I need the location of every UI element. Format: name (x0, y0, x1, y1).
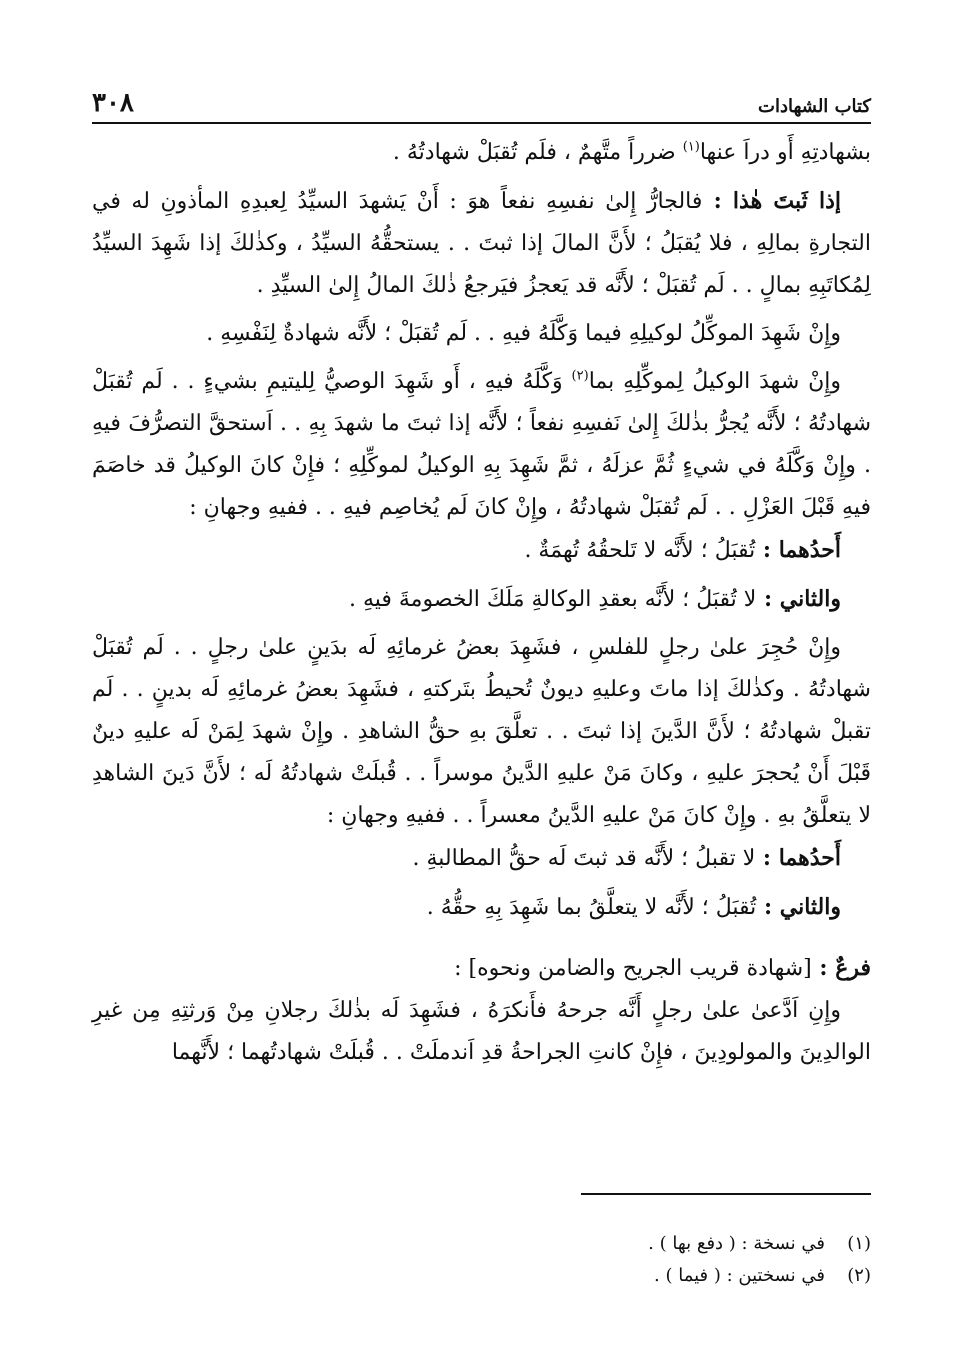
paragraph: وإِنِ اَدَّعىٰ علىٰ رجلٍ أَنَّه جرحهُ فأَنكرَهُ ، فشَهِدَ لَه بذٰلكَ رجلانِ مِنْ وَرثتِهِ مِن غيرِ الوالدِينَ والمولودِينَ ، فإِنْ كانتِ الجراحةُ قدِ اَندملَتْ . . قُبلَتْ شهادتُهما ؛ لأَنَّهما (92, 998, 871, 1065)
footnote-number: (١) (847, 1233, 871, 1254)
paragraph-continuation (92, 132, 871, 174)
paragraph-text: لا تُقبَلُ ؛ لأَنَّه بعقدِ الوكالةِ مَلَكَ الخصومةَ فيهِ . (348, 587, 757, 612)
paragraph-text: تُقبَلُ ؛ لأَنَّه لا يتعلَّقُ بما شَهِدَ بِهِ حقُّهُ . (426, 895, 757, 920)
paragraph (92, 361, 871, 529)
paragraph: وإِنْ شَهِدَ الموكِّلُ لوكيلِهِ فيما وَكَّلَهُ فيهِ . . لَم تُقبَلْ ؛ لأَنَّه شهادةٌ لِنَفْسِهِ . (206, 321, 841, 346)
footnote-number: (٢) (847, 1265, 871, 1286)
paragraph-text: بشهادتِهِ أَو دراَ عنها (699, 140, 871, 165)
section-lead: فرعٌ : (811, 955, 871, 981)
paragraph-text: ضرراً متَّهمٌ ، فلَم تُقبَلْ شهادتُهُ . (392, 140, 683, 165)
paragraph-lead: والثاني : (756, 894, 841, 920)
paragraph (92, 529, 871, 572)
footnote-text: في نسختين : ( فيما ) . (654, 1265, 825, 1286)
paragraph-text: لا تقبلُ ؛ لأَنَّه قد ثبتَ لَه حقُّ المطالبةِ . (412, 846, 756, 871)
footnote-divider (581, 1193, 871, 1195)
paragraph-text: وإِنْ شهدَ الوكيلُ لِموكِّلِهِ بما (588, 369, 842, 394)
paragraph-text: تُقبَلُ ؛ لأَنَّه لا تَلحقُهُ تُهمَةٌ . (524, 538, 756, 563)
paragraph-lead: أَحدُهما : (755, 537, 841, 563)
page-number: ٣٠٨ (92, 88, 134, 118)
paragraph: وإِنْ حُجِرَ علىٰ رجلٍ للفلسِ ، فشَهِدَ بعضُ غرمائِهِ لَه بدَينٍ علىٰ رجلٍ . . لَم تُقبَلْ شهادتُهُ . وكذٰلكَ إذا ماتَ وعليهِ ديونٌ تُحيطُ بتَركتهِ ، فشَهِدَ بعضُ غرمائِهِ لَه بدينٍ . . لَم تقبلْ شهادتُهُ ؛ لأَنَّ الدَّينَ إذا ثبتَ . . تعلَّقَ بهِ حقُّ الشاهدِ . وإِنْ شهدَ لِمَنْ لَه عليهِ دينٌ قَبْلَ أَنْ يُحجرَ عليهِ ، وكانَ مَنْ عليهِ الدَّينُ موسراً . . قُبلَتْ شهادتُهُ لَه ؛ لأَنَّ دَينَ الشاهدِ لا يتعلَّقُ بهِ . وإِنْ كانَ مَنْ عليهِ الدَّينُ معسراً . . ففيهِ وجهانِ : (92, 635, 871, 828)
paragraph-text: فالجارُّ إِلىٰ نفسِهِ نفعاً هوَ : أَنْ يَشهدَ السيِّدُ لِعبدِهِ المأذونِ له في التجارةِ بمالِهِ ، فلا يُقبَلُ ؛ لأَنَّ المالَ إذا ثبتَ . . يستحقُّهُ السيِّدُ ، وكذٰلكَ إذا شَهِدَ السيِّدُ لِمُكاتَبِهِ بمالٍ . . لَم تُقبَلْ ؛ لأَنَّه قد يَعجزُ فيَرجعُ ذٰلكَ المالُ إِلىٰ السيِّدِ . (92, 189, 871, 298)
paragraph (92, 180, 871, 307)
paragraph-lead: والثاني : (756, 586, 841, 612)
book-title: كتاب الشهادات (758, 96, 871, 117)
body-text (92, 132, 871, 1074)
footnote-ref-1: (١) (682, 139, 700, 155)
section-title: [شهادة قريب الجريح والضامن ونحوه] : (454, 956, 812, 981)
paragraph (92, 886, 871, 929)
section-heading (92, 947, 871, 990)
paragraph-text: وَكَّلَهُ فيهِ ، أَو شَهِدَ الوصيُّ لِليتيمِ بشيءٍ . . لَم تُقبَلْ شهادتُهُ ؛ لأَنَّه يُجرُّ بذٰلكَ إِلىٰ نَفسِهِ نفعاً ؛ لأَنَّه إذا ثبتَ ما شهدَ بِهِ . . اَستحقَّ التصرُّفَ فيهِ . وإِنْ وَكَّلَهُ في شيءٍ ثُمَّ عزلَهُ ، ثمَّ شَهِدَ بِهِ الوكيلُ لموكِّلِهِ ؛ فإِنْ كانَ الوكيلُ قد خاصَمَ فيهِ قَبْلَ العَزْلِ . . لَم تُقبَلْ شهادتُهُ ، وإِنْ كانَ لَم يُخاصِم فيهِ . . ففيهِ وجهانِ : (92, 369, 871, 520)
footnote-2 (92, 1260, 871, 1292)
footnote-ref-2: (٢) (571, 368, 589, 384)
paragraph-lead: إذا ثَبتَ هٰذا : (702, 188, 842, 214)
footnote-text: في نسخة : ( دفع بها ) . (648, 1233, 825, 1254)
paragraph (92, 837, 871, 880)
paragraph-lead: أَحدُهما : (755, 845, 841, 871)
paragraph (92, 578, 871, 621)
footnotes (92, 1228, 871, 1292)
running-header (92, 78, 871, 124)
footnote-1 (92, 1228, 871, 1260)
